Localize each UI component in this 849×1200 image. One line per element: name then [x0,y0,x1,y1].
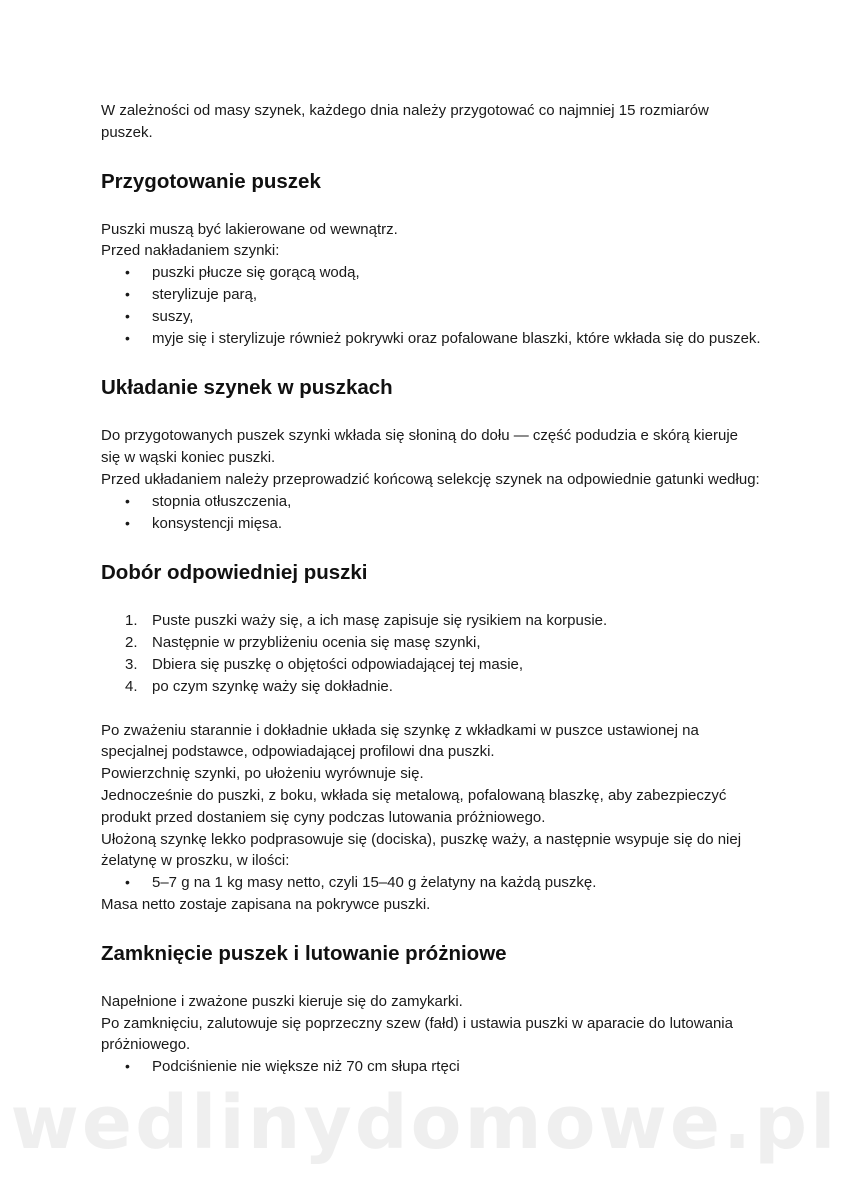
list-item [101,610,761,632]
prep-bullet-list [101,262,761,349]
heading-closing: Zamknięcie puszek i lutowanie próżniowe [101,941,507,965]
list-item-text: Następnie w przybliżeniu ocenia się masę szynki, [152,634,481,652]
list-number: 3. [125,655,138,673]
heading-placing: Układanie szynek w puszkach [101,376,393,400]
choice-para-4: Ułożoną szynkę lekko podprasowuje się (dociska), puszkę waży, a następnie wsypuje się do niej żelatynę w proszku, w ilości: [101,830,742,870]
closing-bullet-list [101,1056,761,1078]
list-item: • stopnia otłuszczenia, [101,491,761,513]
list-number: 2. [125,634,138,652]
list-item-text: po czym szynkę waży się dokładnie. [152,677,393,695]
section-placing [101,425,761,534]
heading-choice: Dobór odpowiedniej puszki [101,561,368,585]
list-number: 1. [125,612,138,630]
list-item: • sterylizuje parą, [101,284,761,306]
list-item: • 5–7 g na 1 kg masy netto, czyli 15–40 g żelatyny na każdą puszkę. [101,872,761,894]
placing-para-2: Przed układaniem należy przeprowadzić końcową selekcję szynek na odpowiednie gatunki według: [101,470,760,488]
list-number: 4. [125,677,138,695]
choice-para-3: Jednocześnie do puszki, z boku, wkłada się metalową, pofalowaną blaszkę, aby zabezpieczyć produkt przed dostaniem się cyny podczas lutowania próżniowego. [101,786,727,826]
intro-paragraph: W zależności od masy szynek, każdego dnia należy przygotować co najmniej 15 rozmiarów puszek. [101,102,709,141]
choice-para-1: Po zważeniu starannie i dokładnie układa się szynkę z wkładkami w puszce ustawionej na specjalnej podstawce, odpowiadającej profilowi dna puszki. [101,721,699,761]
list-item: • myje się i sterylizuje również pokrywki oraz pofalowane blaszki, które wkłada się do puszek. [101,328,761,350]
closing-para-1: Napełnione i zważone puszki kieruje się do zamykarki. [101,992,463,1010]
document-page [101,100,761,1078]
choice-numbered-list [101,610,761,697]
list-item: • puszki płucze się gorącą wodą, [101,262,761,284]
prep-line-1: Puszki muszą być lakierowane od wewnątrz. [101,220,398,238]
list-item [101,654,761,676]
list-item: • suszy, [101,306,761,328]
choice-para-2: Powierzchnię szynki, po ułożeniu wyrównuje się. [101,765,424,783]
list-item [101,632,761,654]
section-prep [101,219,761,350]
gelatin-bullet-list [101,872,761,894]
section-closing [101,991,761,1078]
section-after-weighing [101,720,761,916]
prep-line-2: Przed nakładaniem szynki: [101,242,280,260]
choice-para-5: Masa netto zostaje zapisana na pokrywce puszki. [101,895,431,913]
heading-prep: Przygotowanie puszek [101,169,321,193]
placing-bullet-list [101,491,761,535]
list-item [101,676,761,698]
placing-para-1: Do przygotowanych puszek szynki wkłada się słoniną do dołu — część podudzia e skórą kieruje się w wąski koniec puszki. [101,427,738,467]
list-item-text: Puste puszki waży się, a ich masę zapisuje się rysikiem na korpusie. [152,612,608,630]
closing-para-2: Po zamknięciu, zalutowuje się poprzeczny szew (fałd) i ustawia puszki w aparacie do lutowania próżniowego. [101,1014,733,1054]
list-item-text: Dbiera się puszkę o objętości odpowiadającej tej masie, [152,655,524,673]
watermark: wedlinydomowe.pl [10,1080,839,1166]
list-item: • konsystencji mięsa. [101,513,761,535]
list-item: • Podciśnienie nie większe niż 70 cm słupa rtęci [101,1056,761,1078]
